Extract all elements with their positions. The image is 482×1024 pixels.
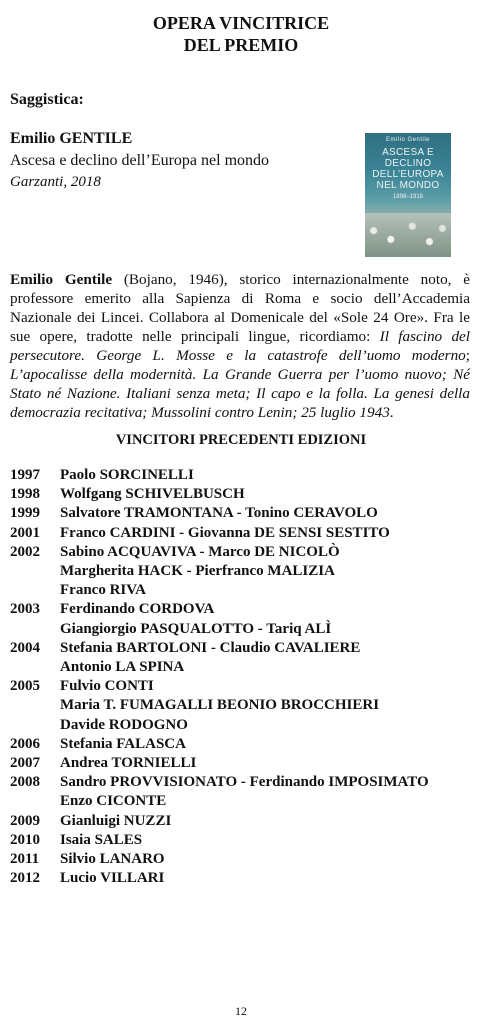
winner-names: Salvatore TRAMONTANA - Tonino CERAVOLO [60, 505, 378, 522]
winner-row [10, 773, 470, 792]
winner-names: Franco CARDINI - Giovanna DE SENSI SESTITO [60, 524, 390, 541]
winner-names: Maria T. FUMAGALLI BEONIO BROCCHIERI [60, 697, 380, 714]
winner-names: Wolfgang SCHIVELBUSCH [60, 486, 245, 503]
winner-row [10, 639, 470, 658]
book-author: Emilio GENTILE [10, 130, 133, 147]
winner-names: Giangiorgio PASQUALOTTO - Tariq ALÌ [60, 620, 332, 637]
winner-row [10, 524, 470, 543]
winner-names: Franco RIVA [60, 582, 146, 599]
winner-year [10, 792, 60, 811]
book-title: Ascesa e declino dell’Europa nel mondo [10, 152, 270, 169]
page-title-line-2: DEL PREMIO [183, 35, 299, 55]
winner-row [10, 658, 470, 677]
winner-year: 2011 [10, 851, 40, 868]
winner-year: 2012 [10, 870, 40, 887]
winner-names: Paolo SORCINELLI [60, 467, 194, 483]
winner-row [10, 696, 470, 715]
winner-year: 1997 [10, 467, 40, 483]
winner-year: 2008 [10, 774, 40, 791]
winner-names: Fulvio CONTI [60, 678, 154, 695]
bio-separator: ; [465, 347, 470, 364]
cover-title: ASCESA E DECLINO DELL’EUROPA NEL MONDO [372, 147, 444, 191]
winner-row [10, 677, 470, 696]
winner-names: Davide RODOGNO [60, 716, 188, 733]
winner-year [10, 658, 60, 677]
winner-names: Stefania FALASCA [60, 735, 186, 752]
bio-text: (Bojano, 1946), storico internazionalmente noto, è professore emerito alla Sapienza di Roma e socio dell’Accademia Nazionale dei Lincei. Collabora al Domenicale del «Sole 24 Ore». Fra le sue opere, tradotte nelle principali lingue, ricordiamo: [10, 271, 470, 345]
winner-row [10, 504, 470, 523]
winner-year: 1999 [10, 505, 40, 522]
section-label: Saggistica: [10, 91, 84, 108]
book-cover-image [365, 133, 451, 257]
winner-names: Sabino ACQUAVIVA - Marco DE NICOLÒ [60, 543, 340, 560]
book-publisher: Garzanti, 2018 [10, 174, 101, 190]
bio-author-name: Emilio Gentile [10, 271, 113, 288]
winner-row [10, 600, 470, 619]
winner-row [10, 485, 470, 504]
winner-year [10, 562, 60, 581]
winner-names: Ferdinando CORDOVA [60, 601, 215, 618]
bio-works-b: L’apocalisse della modernità. La Grande Guerra per l’uomo nuovo; Né Stato né Nazione. Italiani senza meta; Il capo e la folla. La genesi della democrazia recitativa; Mussolini contro Lenin; 25 luglio 1943 [10, 366, 470, 421]
winners-heading: VINCITORI PRECEDENTI EDIZIONI [115, 432, 367, 448]
page-title-line-1: OPERA VINCITRICE [152, 13, 330, 33]
winner-year [10, 620, 60, 639]
winner-names: Sandro PROVVISIONATO - Ferdinando IMPOSIMATO [60, 774, 429, 791]
winner-year: 2001 [10, 524, 40, 541]
winner-year [10, 696, 60, 715]
bio-works-a: Il fascino del persecutore. George L. Mosse e la catastrofe dell’uomo moderno [10, 328, 470, 364]
winner-names: Enzo CICONTE [60, 793, 167, 810]
cover-years: 1898–1918 [392, 194, 424, 200]
winner-year: 2009 [10, 812, 40, 829]
winner-year: 2007 [10, 755, 40, 772]
winner-year: 1998 [10, 486, 40, 503]
winner-row [10, 543, 470, 562]
winner-row [10, 716, 470, 735]
winner-year: 2010 [10, 831, 40, 848]
winner-names: Stefania BARTOLONI - Claudio CAVALIERE [60, 639, 361, 656]
winner-row [10, 466, 470, 485]
winner-names: Antonio LA SPINA [60, 659, 185, 676]
winner-names: Silvio LANARO [60, 851, 165, 868]
winner-year: 2004 [10, 639, 40, 656]
winner-row [10, 735, 470, 754]
winner-names: Isaia SALES [60, 831, 143, 848]
bio-end: . [389, 404, 394, 421]
winner-row [10, 869, 470, 888]
cover-author: Emilio Gentile [385, 137, 430, 143]
page-number: 12 [235, 1004, 247, 1018]
winner-year: 2003 [10, 601, 40, 618]
winners-list [10, 466, 470, 888]
winner-row [10, 792, 470, 811]
winner-year: 2006 [10, 735, 40, 752]
winner-row [10, 620, 470, 639]
winner-names: Andrea TORNIELLI [60, 755, 197, 772]
cover-text [369, 137, 447, 200]
page-title [0, 12, 482, 56]
winner-row [10, 850, 470, 869]
winner-names: Margherita HACK - Pierfranco MALIZIA [60, 563, 335, 580]
cover-crowd-photo [365, 213, 451, 257]
winner-row [10, 581, 470, 600]
winner-names: Gianluigi NUZZI [60, 812, 172, 829]
winner-names: Lucio VILLARI [60, 870, 165, 887]
winner-row [10, 754, 470, 773]
winner-year [10, 716, 60, 735]
author-biography [10, 270, 470, 422]
winner-year [10, 581, 60, 600]
winner-year: 2002 [10, 543, 40, 560]
winner-row [10, 562, 470, 581]
winner-row [10, 831, 470, 850]
winner-row [10, 812, 470, 831]
winner-year: 2005 [10, 678, 40, 695]
